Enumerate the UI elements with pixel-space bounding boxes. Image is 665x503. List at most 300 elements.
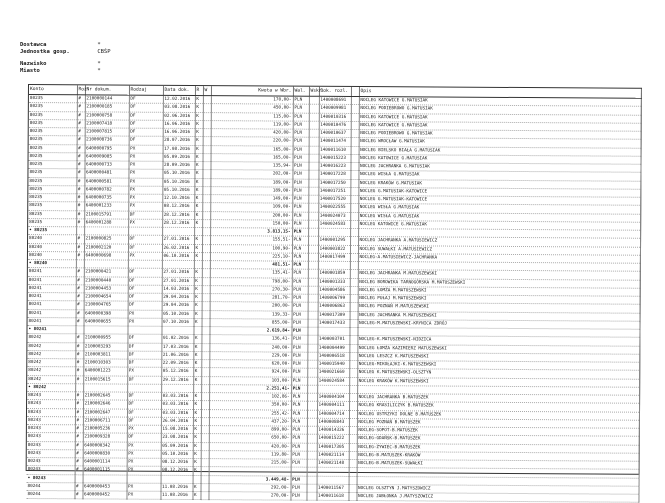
clearing-cell: # bbox=[75, 441, 83, 449]
clearing-doc-cell bbox=[317, 468, 349, 476]
account-cell: 80241 bbox=[28, 284, 76, 293]
marker-cell bbox=[308, 203, 318, 211]
currency-cell: PLN bbox=[292, 228, 308, 236]
amount-cell: 170,00- bbox=[211, 96, 293, 105]
flag-r-cell: K bbox=[195, 145, 203, 153]
doc-type-cell: DF bbox=[127, 417, 161, 425]
description-cell: NOCLEG LESZCZ K.MATUSZEWSKI bbox=[357, 352, 639, 362]
clearing-doc-cell: 1400015940 bbox=[317, 360, 349, 368]
currency-cell: PLN bbox=[291, 434, 307, 442]
flag-r-cell: K bbox=[193, 483, 201, 491]
doc-number-cell: 6400000698 bbox=[84, 252, 128, 261]
flag-w-cell bbox=[202, 310, 210, 318]
flag-r-cell: K bbox=[194, 203, 202, 211]
doc-number-cell bbox=[83, 326, 127, 335]
doc-number-cell: 2100015615 bbox=[83, 375, 127, 384]
marker-cell bbox=[309, 96, 319, 104]
currency-cell: PLN bbox=[293, 137, 309, 145]
currency-cell: PLN bbox=[291, 368, 307, 376]
flag-w-cell bbox=[201, 351, 209, 359]
description-cell: NOCLEG-A.MATUSIEWICZ-JACHRANKA bbox=[358, 253, 640, 263]
doc-number-cell: 6400000782 bbox=[84, 186, 128, 195]
doc-date-cell: 03.03.2016 bbox=[161, 392, 193, 400]
flag-r-cell: K bbox=[195, 129, 203, 137]
clearing-cell bbox=[75, 326, 83, 334]
column-header: Opis bbox=[359, 87, 641, 98]
clearing-doc-cell: 1400006799 bbox=[318, 294, 350, 302]
doc-type-cell bbox=[128, 227, 162, 235]
doc-number-cell: 2100002645 bbox=[83, 392, 127, 401]
extra-cell bbox=[349, 459, 357, 467]
doc-type-cell: PX bbox=[127, 458, 161, 466]
doc-type-cell: DF bbox=[129, 128, 163, 136]
extra-cell bbox=[350, 311, 358, 319]
extra-cell bbox=[350, 253, 358, 261]
currency-cell: PLN bbox=[293, 146, 309, 154]
doc-date-cell: 28.07.2016 bbox=[163, 137, 195, 145]
doc-type-cell bbox=[127, 475, 161, 483]
marker-cell bbox=[306, 492, 316, 500]
account-cell: • 80240 bbox=[28, 260, 76, 269]
account-cell: 80240 bbox=[28, 243, 76, 252]
doc-number-cell: 6400000581 bbox=[84, 177, 128, 186]
flag-w-cell bbox=[201, 459, 209, 467]
doc-number-cell: 6400001114 bbox=[83, 458, 127, 467]
currency-cell: PLN bbox=[292, 286, 308, 294]
extra-cell bbox=[350, 319, 358, 327]
flag-r-cell: K bbox=[194, 318, 202, 326]
extra-cell bbox=[350, 303, 358, 311]
amount-cell: 240,00- bbox=[209, 343, 291, 352]
account-cell: 80244 bbox=[26, 490, 74, 499]
clearing-cell: # bbox=[75, 375, 83, 383]
flag-r-cell: K bbox=[194, 170, 202, 178]
column-header bbox=[351, 87, 359, 97]
doc-type-cell bbox=[127, 384, 161, 392]
doc-date-cell: 23.08.2016 bbox=[161, 434, 193, 442]
currency-cell: PLN bbox=[293, 104, 309, 112]
doc-type-cell: PX bbox=[127, 425, 161, 433]
doc-number-cell bbox=[84, 260, 128, 269]
clearing-doc-cell: 1400008843 bbox=[317, 418, 349, 426]
currency-cell: PLN bbox=[291, 426, 307, 434]
amount-cell: 292,00- bbox=[209, 483, 291, 492]
flag-r-cell: K bbox=[194, 162, 202, 170]
account-cell: 80242 bbox=[27, 367, 75, 376]
account-cell: 80240 bbox=[28, 235, 76, 244]
doc-number-cell: 2100009328 bbox=[83, 433, 127, 442]
marker-cell bbox=[308, 245, 318, 253]
extra-cell bbox=[350, 204, 358, 212]
doc-date-cell: 29.04.2016 bbox=[162, 302, 194, 310]
account-cell: 80235 bbox=[29, 128, 77, 137]
description-cell: NOCLEG-GDAŃSK-B.MATUSZEK bbox=[357, 435, 639, 445]
account-cell: 80243 bbox=[27, 424, 75, 433]
marker-cell bbox=[307, 418, 317, 426]
doc-date-cell: 05.10.2016 bbox=[162, 170, 194, 178]
doc-date-cell: 28.12.2016 bbox=[162, 211, 194, 219]
description-cell: NOCLEG K.MATUSZEWSKI-OLSZTYN bbox=[357, 369, 639, 379]
doc-number-cell: 2100010303 bbox=[83, 359, 127, 368]
currency-cell: PLN bbox=[292, 319, 308, 327]
doc-type-cell: DF bbox=[127, 392, 161, 400]
flag-r-cell: K bbox=[195, 153, 203, 161]
header-row-unit bbox=[20, 49, 111, 56]
clearing-cell: # bbox=[76, 243, 84, 251]
clearing-cell: # bbox=[75, 351, 83, 359]
extra-cell bbox=[350, 294, 358, 302]
extra-cell bbox=[349, 402, 357, 410]
doc-number-cell: 6400001223 bbox=[83, 367, 127, 376]
extra-cell bbox=[349, 443, 357, 451]
flag-w-cell bbox=[202, 252, 210, 260]
extra-cell bbox=[349, 369, 357, 377]
extra-cell bbox=[351, 146, 359, 154]
marker-cell bbox=[307, 451, 317, 459]
currency-cell: PLN bbox=[290, 492, 306, 500]
marker-cell bbox=[308, 236, 318, 244]
doc-number-cell bbox=[84, 227, 128, 236]
clearing-cell: # bbox=[74, 491, 82, 499]
account-cell: 80241 bbox=[28, 317, 76, 326]
column-header: Wal. bbox=[293, 87, 309, 97]
flag-w-cell bbox=[201, 368, 209, 376]
clearing-doc-cell: 1400024584 bbox=[317, 377, 349, 385]
marker-cell bbox=[307, 344, 317, 352]
description-cell: NOCLEG KATOWICE G.MATUSIAK bbox=[359, 97, 641, 107]
marker-cell bbox=[307, 476, 317, 484]
clearing-cell: # bbox=[75, 425, 83, 433]
currency-cell: PLN bbox=[292, 203, 308, 211]
clearing-doc-cell: 1400021660 bbox=[317, 369, 349, 377]
doc-number-cell: 2100003293 bbox=[83, 342, 127, 351]
extra-cell bbox=[349, 327, 357, 335]
flag-w-cell bbox=[201, 467, 209, 475]
clearing-doc-cell: 1400017309 bbox=[318, 311, 350, 319]
description-cell: NOCLEG JACHRANKA A.MATUSIEWICZ bbox=[358, 237, 640, 247]
flag-r-cell: K bbox=[193, 368, 201, 376]
flag-r-cell: K bbox=[195, 112, 203, 120]
flag-w-cell bbox=[203, 104, 211, 112]
description-cell: NOCLEG KATOWICE G.MATUSIAK bbox=[359, 121, 641, 131]
clearing-doc-cell: 1400004104 bbox=[317, 393, 349, 401]
clearing-doc-cell: 1400006518 bbox=[317, 352, 349, 360]
marker-cell bbox=[307, 467, 317, 475]
clearing-cell: # bbox=[77, 128, 85, 136]
doc-number-cell: 6400000452 bbox=[82, 491, 126, 500]
clearing-doc-cell: 1400010637 bbox=[319, 129, 351, 137]
flag-w-cell bbox=[201, 417, 209, 425]
doc-number-cell: 2100002646 bbox=[83, 400, 127, 409]
clearing-cell: # bbox=[76, 309, 84, 317]
doc-number-cell: 6400001115 bbox=[83, 466, 127, 475]
currency-cell: PLN bbox=[291, 335, 307, 343]
doc-type-cell: DF bbox=[128, 285, 162, 293]
clearing-doc-cell: 1400001295 bbox=[318, 237, 350, 245]
account-cell: 80241 bbox=[28, 293, 76, 302]
amount-cell: 650,00- bbox=[209, 434, 291, 443]
doc-type-cell: PX bbox=[128, 186, 162, 194]
clearing-doc-cell: 1400010316 bbox=[319, 113, 351, 121]
doc-number-cell: 2100015791 bbox=[84, 210, 128, 219]
flag-r-cell: K bbox=[194, 294, 202, 302]
flag-w-cell bbox=[200, 492, 208, 500]
doc-type-cell: PX bbox=[128, 169, 162, 177]
header-label: Jednostka gosp. bbox=[20, 49, 70, 55]
doc-date-cell: 01.02.2016 bbox=[161, 335, 193, 343]
amount-cell: 119,80- bbox=[209, 450, 291, 459]
description-cell: NOCLEG BOROWIKA TARNOGÓRSKA M.MATUSZEWSKI bbox=[358, 278, 640, 288]
amount-cell: 165,00- bbox=[211, 145, 293, 154]
account-cell: 80235 bbox=[28, 194, 76, 203]
extra-cell bbox=[349, 484, 357, 492]
column-header: Rodzaj bbox=[129, 86, 163, 96]
currency-cell: PLN bbox=[291, 344, 307, 352]
clearing-cell: # bbox=[76, 210, 84, 218]
description-cell: NOCLEG ŁOMŻA KAZIMIERZ MATUSZEWSKI bbox=[357, 344, 639, 354]
flag-w-cell bbox=[202, 285, 210, 293]
doc-type-cell bbox=[128, 260, 162, 268]
clearing-doc-cell: 1400001333 bbox=[318, 278, 350, 286]
doc-date-cell: 22.09.2016 bbox=[161, 359, 193, 367]
doc-date-cell: 27.01.2016 bbox=[162, 277, 194, 285]
flag-w-cell bbox=[203, 96, 211, 104]
doc-type-cell: PX bbox=[128, 161, 162, 169]
doc-type-cell: DF bbox=[127, 334, 161, 342]
currency-cell: PLN bbox=[293, 113, 309, 121]
clearing-cell: # bbox=[75, 483, 83, 491]
doc-date-cell: 15.08.2016 bbox=[161, 425, 193, 433]
marker-cell bbox=[307, 443, 317, 451]
clearing-doc-cell: 1400004499 bbox=[317, 344, 349, 352]
description-cell: NOCLEG ŁOMŻA M.MATUSZEWSKI bbox=[358, 286, 640, 296]
clearing-cell: # bbox=[75, 334, 83, 342]
currency-cell: PLN bbox=[292, 179, 308, 187]
marker-cell bbox=[308, 170, 318, 178]
amount-cell: 102,86- bbox=[209, 393, 291, 402]
description-cell: NOCLEG-SOPOT-B.MATUSZEK bbox=[357, 427, 639, 437]
doc-type-cell: DF bbox=[127, 433, 161, 441]
extra-cell bbox=[350, 179, 358, 187]
flag-r-cell: K bbox=[194, 285, 202, 293]
extra-cell bbox=[350, 286, 358, 294]
amount-cell: 3.449,48- bbox=[209, 475, 291, 484]
marker-cell bbox=[308, 195, 318, 203]
clearing-cell: # bbox=[76, 194, 84, 202]
doc-date-cell: 28.12.2016 bbox=[162, 219, 194, 227]
amount-cell: 270,30- bbox=[210, 285, 292, 294]
flag-w-cell bbox=[203, 112, 211, 120]
amount-cell: 270,00- bbox=[208, 492, 290, 501]
extra-cell bbox=[350, 187, 358, 195]
doc-type-cell: DF bbox=[127, 376, 161, 384]
flag-w-cell bbox=[203, 153, 211, 161]
marker-cell bbox=[309, 137, 319, 145]
doc-type-cell: DF bbox=[127, 409, 161, 417]
amount-cell: 924,00- bbox=[209, 368, 291, 377]
doc-number-cell: 2100005236 bbox=[83, 425, 127, 434]
clearing-cell: # bbox=[76, 219, 84, 227]
description-cell: NOCLEG OLSZTYN J.MATYSZOWICZ bbox=[357, 484, 639, 494]
extra-cell bbox=[351, 154, 359, 162]
description-cell: NOCLEG KRASILICZYK B.MATUSZEK bbox=[357, 402, 639, 412]
clearing-cell: # bbox=[77, 120, 85, 128]
extra-cell bbox=[351, 121, 359, 129]
flag-w-cell bbox=[202, 318, 210, 326]
doc-date-cell: 02.06.2016 bbox=[163, 112, 195, 120]
currency-cell: PLN bbox=[292, 212, 308, 220]
extra-cell bbox=[350, 270, 358, 278]
clearing-doc-cell: 1400017228 bbox=[318, 171, 350, 179]
currency-cell: PLN bbox=[291, 393, 307, 401]
doc-type-cell: PX bbox=[128, 194, 162, 202]
flag-r-cell: K bbox=[193, 360, 201, 368]
flag-r-cell: K bbox=[194, 195, 202, 203]
marker-cell bbox=[307, 459, 317, 467]
clearing-doc-cell: 1400008691 bbox=[319, 96, 351, 104]
currency-cell: PLN bbox=[292, 261, 308, 269]
flag-r-cell bbox=[194, 228, 202, 236]
clearing-cell: # bbox=[75, 417, 83, 425]
account-cell: 80235 bbox=[29, 136, 77, 145]
clearing-cell: # bbox=[76, 202, 84, 210]
doc-number-cell: 2100002120 bbox=[84, 243, 128, 252]
currency-cell: PLN bbox=[291, 377, 307, 385]
marker-cell bbox=[307, 368, 317, 376]
account-cell: 80244 bbox=[27, 482, 75, 491]
flag-r-cell: K bbox=[193, 426, 201, 434]
amount-cell: 798,00- bbox=[210, 277, 292, 286]
clearing-doc-cell: 1400015223 bbox=[319, 154, 351, 162]
clearing-cell: # bbox=[75, 359, 83, 367]
clearing-cell: # bbox=[76, 235, 84, 243]
clearing-cell bbox=[75, 474, 83, 482]
amount-cell: 2.251,41- bbox=[209, 384, 291, 393]
header-value: CBŚP bbox=[97, 49, 111, 55]
clearing-doc-cell: 1400021114 bbox=[317, 451, 349, 459]
clearing-doc-cell: 1400022555 bbox=[318, 204, 350, 212]
clearing-doc-cell: 1400014326 bbox=[317, 426, 349, 434]
doc-number-cell: 6400001288 bbox=[84, 219, 128, 228]
description-cell: NOCLEG PODIEBROWO G.MATUSIAK bbox=[359, 130, 641, 140]
currency-cell: PLN bbox=[292, 269, 308, 277]
clearing-cell: # bbox=[75, 433, 83, 441]
flag-w-cell bbox=[201, 384, 209, 392]
amount-cell: 165,00- bbox=[211, 153, 293, 162]
description-cell: NOCLEG SUWAŁKI A.MATUSIEWICZ bbox=[358, 245, 640, 255]
amount-cell: 100,90- bbox=[210, 244, 292, 253]
description-cell: NOCLEG WISŁA G.MATUSIAK bbox=[358, 204, 640, 214]
description-cell: NOCLEG-B.MATUSZEK-SUWAŁKI bbox=[357, 460, 639, 470]
doc-date-cell bbox=[161, 326, 193, 334]
clearing-cell: # bbox=[77, 144, 85, 152]
clearing-doc-cell: 1400024583 bbox=[318, 220, 350, 228]
clearing-cell: # bbox=[75, 450, 83, 458]
doc-number-cell: 6400009085 bbox=[85, 153, 129, 162]
header-value: * bbox=[97, 68, 101, 74]
clearing-cell: # bbox=[75, 458, 83, 466]
doc-number-cell: 6400000795 bbox=[85, 144, 129, 153]
marker-cell bbox=[309, 146, 319, 154]
marker-cell bbox=[307, 434, 317, 442]
amount-cell: 437,20- bbox=[209, 417, 291, 426]
flag-w-cell bbox=[203, 129, 211, 137]
amount-cell: 189,00- bbox=[210, 178, 292, 187]
doc-date-cell: 05.10.2016 bbox=[162, 186, 194, 194]
currency-cell: PLN bbox=[293, 96, 309, 104]
doc-number-cell: 2100007418 bbox=[85, 120, 129, 129]
flag-r-cell: K bbox=[195, 96, 203, 104]
account-cell: 80235 bbox=[28, 177, 76, 186]
extra-cell bbox=[350, 237, 358, 245]
description-cell: NOCLEG PUŁAJ M.MATUSZEWSKI bbox=[358, 295, 640, 305]
doc-number-cell: 2100002647 bbox=[83, 408, 127, 417]
doc-type-cell: DF bbox=[127, 343, 161, 351]
marker-cell bbox=[307, 426, 317, 434]
doc-type-cell: PX bbox=[128, 202, 162, 210]
extra-cell bbox=[351, 105, 359, 113]
flag-r-cell: K bbox=[195, 137, 203, 145]
flag-r-cell: K bbox=[193, 335, 201, 343]
account-cell: 80235 bbox=[28, 161, 76, 170]
currency-cell: PLN bbox=[291, 476, 307, 484]
clearing-cell: # bbox=[76, 276, 84, 284]
currency-cell: PLN bbox=[291, 401, 307, 409]
doc-type-cell: PX bbox=[128, 310, 162, 318]
amount-cell: 135,41- bbox=[210, 269, 292, 278]
clearing-cell: # bbox=[76, 169, 84, 177]
currency-cell: PLN bbox=[292, 311, 308, 319]
extra-cell bbox=[350, 220, 358, 228]
currency-cell: PLN bbox=[291, 459, 307, 467]
clearing-doc-cell bbox=[317, 327, 349, 335]
clearing-cell: # bbox=[77, 95, 85, 103]
doc-number-cell: 6400000342 bbox=[83, 441, 127, 450]
account-cell: 80242 bbox=[27, 375, 75, 384]
doc-type-cell: DF bbox=[127, 351, 161, 359]
clearing-doc-cell bbox=[317, 385, 349, 393]
account-cell: 80235 bbox=[29, 95, 77, 104]
column-header: Roz bbox=[77, 85, 85, 95]
flag-r-cell: K bbox=[194, 178, 202, 186]
flag-w-cell bbox=[201, 327, 209, 335]
flag-w-cell bbox=[202, 203, 210, 211]
amount-cell: 200,00- bbox=[210, 302, 292, 311]
doc-type-cell: PX bbox=[129, 145, 163, 153]
amount-cell: 119,00- bbox=[211, 120, 293, 129]
clearing-doc-cell: 1400011610 bbox=[319, 146, 351, 154]
clearing-doc-cell: 1400017520 bbox=[318, 195, 350, 203]
amount-cell: 420,00- bbox=[211, 129, 293, 138]
currency-cell: PLN bbox=[292, 278, 308, 286]
currency-cell: PLN bbox=[292, 187, 308, 195]
currency-cell: PLN bbox=[291, 352, 307, 360]
doc-type-cell: DF bbox=[128, 301, 162, 309]
currency-cell: PLN bbox=[291, 443, 307, 451]
flag-w-cell bbox=[202, 269, 210, 277]
amount-cell: 136,41- bbox=[209, 335, 291, 344]
doc-date-cell: 16.06.2016 bbox=[163, 120, 195, 128]
flag-w-cell bbox=[202, 236, 210, 244]
currency-cell: PLN bbox=[292, 170, 308, 178]
flag-w-cell bbox=[202, 195, 210, 203]
amount-cell: 2.619,84- bbox=[209, 327, 291, 336]
amount-cell: 899,00- bbox=[209, 426, 291, 435]
doc-number-cell: 6400000733 bbox=[84, 161, 128, 170]
amount-cell: 255,42- bbox=[209, 409, 291, 418]
doc-date-cell: 03.03.2016 bbox=[161, 401, 193, 409]
clearing-doc-cell: 1400003822 bbox=[318, 245, 350, 253]
